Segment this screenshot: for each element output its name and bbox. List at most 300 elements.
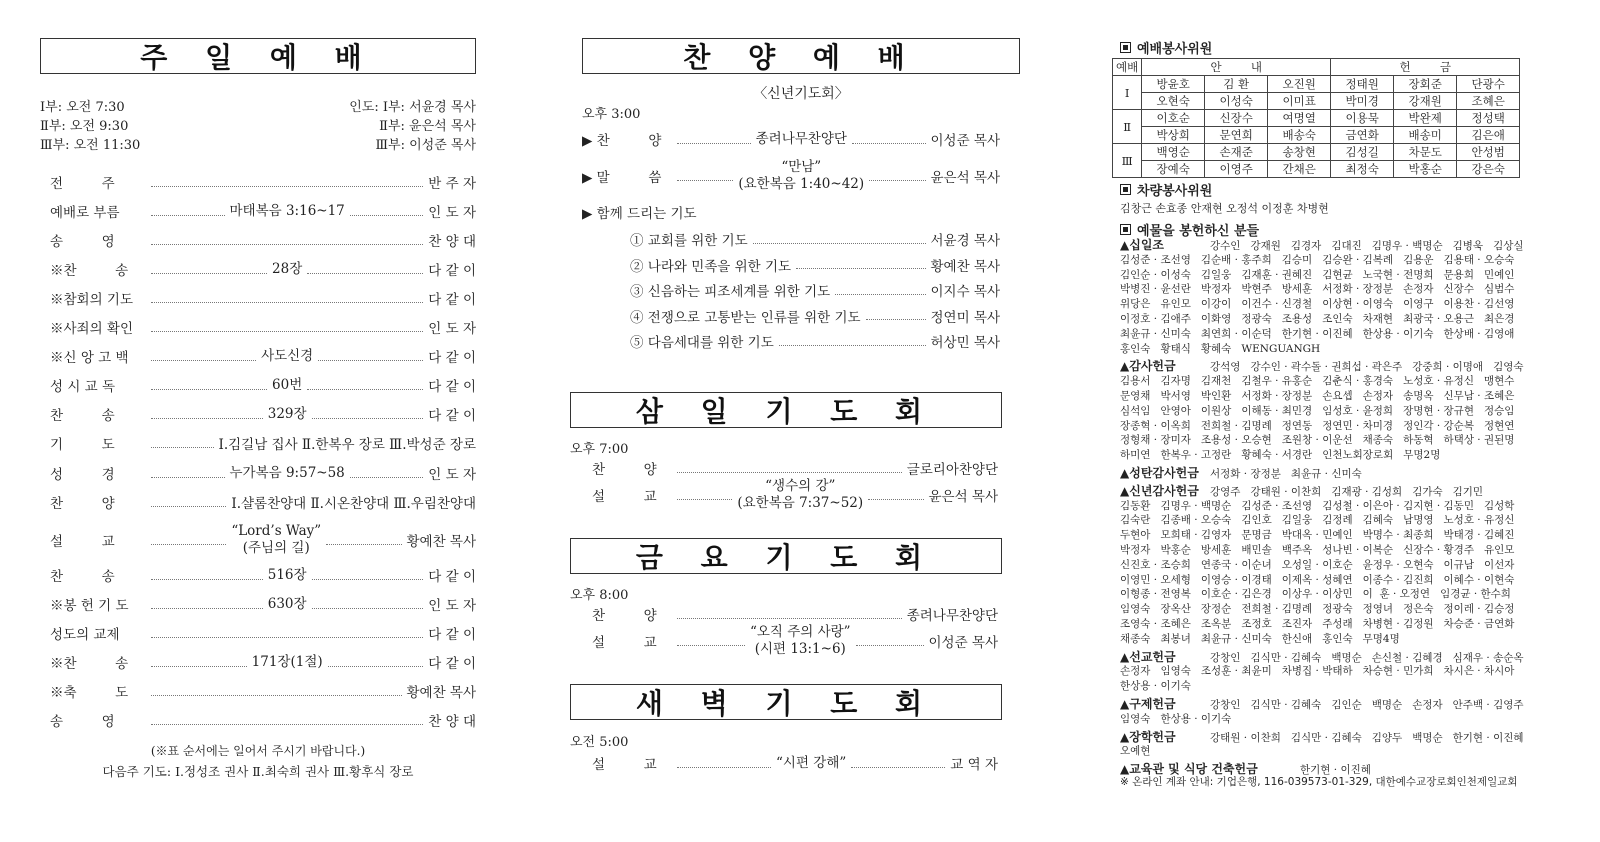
worship-item-label: 찬 송 xyxy=(50,408,115,424)
servers-row xyxy=(1113,161,1520,178)
offering-line xyxy=(1120,664,1570,679)
worship-item-label: 성 경 xyxy=(50,467,115,483)
offering-line xyxy=(1120,484,1570,500)
offering-line xyxy=(1120,602,1570,617)
offering-names: 박병진 · 윤선란 박정자 박현주 방세훈 서정화 · 장정분 손정자 신장수 심범수 xyxy=(1120,283,1515,296)
worship-item-label: 성도의 교제 xyxy=(50,627,120,643)
worship-item-value xyxy=(268,596,307,613)
prayer-item-performer: 정연미 목사 xyxy=(930,309,1000,326)
praise-item-performer: 윤은석 목사 xyxy=(930,170,1001,186)
dotted-leader xyxy=(753,243,926,244)
prayer-item-performer: 황예찬 목사 xyxy=(930,258,1000,275)
standing-note: (※표 순서에는 일어서 주시기 바랍니다.) xyxy=(150,744,366,758)
server-name: 차문도 xyxy=(1394,144,1457,161)
prayer-item-performer: 서윤경 목사 xyxy=(930,233,1000,249)
worship-item-row xyxy=(50,260,476,278)
dotted-leader xyxy=(677,499,732,500)
leader-1: 인도: Ⅰ부: 서윤경 목사 xyxy=(349,100,476,115)
server-name: 신장수 xyxy=(1205,110,1268,127)
worship-item-value xyxy=(272,377,302,394)
worship-item-row xyxy=(50,711,476,729)
server-name: 박상희 xyxy=(1142,127,1205,144)
worship-item-performer: Ⅰ.김길남 집사 Ⅱ.한복우 장로 Ⅲ.박성준 장로 xyxy=(218,437,476,453)
worship-item-label: ※참회의 기도 xyxy=(50,292,133,308)
offering-line xyxy=(1120,499,1570,514)
worship-item-performer: Ⅰ.샬롬찬양대 Ⅱ.시온찬양대 Ⅲ.우림찬양대 xyxy=(231,496,476,512)
server-name: 이영주 xyxy=(1205,161,1268,178)
servers-header-row xyxy=(1113,59,1520,76)
worship-item-row xyxy=(50,405,476,423)
worship-item-row xyxy=(50,653,476,671)
servers-heading xyxy=(1120,38,1212,57)
offering-line xyxy=(1120,543,1570,558)
praise-item-row xyxy=(582,158,1000,194)
dotted-leader xyxy=(350,477,424,478)
offering-category: ▲감사헌금 xyxy=(1120,359,1176,374)
square-bullet-icon xyxy=(1120,42,1131,53)
worship-item-performer: 다 같 이 xyxy=(428,379,477,395)
worship-item-value xyxy=(268,406,307,423)
server-name: 박미경 xyxy=(1331,93,1394,110)
dotted-leader xyxy=(852,143,926,144)
offering-line xyxy=(1120,268,1570,283)
dotted-leader xyxy=(151,637,423,638)
offering-names: 강영주 강태원 · 이찬희 김재광 · 김성희 김가숙 김기민 xyxy=(1210,485,1484,498)
praise-item-value xyxy=(738,159,864,193)
offering-names: 박정자 박홍순 방세훈 배민솔 백주옥 성나빈 · 이복순 신장수 · 황경주 유인모 xyxy=(1120,544,1515,556)
offering-names: 김인순 · 이성숙 김일웅 김재훈 · 권혜진 김현균 노국현 · 전명희 문용희 민예인 xyxy=(1120,268,1515,281)
offering-names: 김용서 김자명 김재천 김철우 · 유홍순 김춘식 · 홍경숙 노성호 · 유정신 맹현수 xyxy=(1120,375,1515,388)
praise-item-label: ▶ 찬 양 xyxy=(582,133,662,149)
offering-names: 오예현 xyxy=(1120,745,1151,758)
worship-item-performer: 인 도 자 xyxy=(428,467,477,483)
offering-names: 강태원 · 이찬희 김식만 · 김혜숙 김양두 백명순 한기현 · 이진혜 xyxy=(1210,731,1524,744)
prayer-item-performer: 허상민 목사 xyxy=(930,335,1000,351)
wednesday-prayer-title: 삼 일 기 도 회 xyxy=(570,392,1002,428)
prayer-item-label: ③ 신음하는 피조세계를 위한 기도 xyxy=(630,284,831,300)
worship-item-value-main: 60번 xyxy=(272,376,303,393)
worship-item-row xyxy=(50,289,476,307)
offering-line xyxy=(1120,528,1570,543)
prayer-item-row xyxy=(630,332,1000,350)
time-3: Ⅲ부: 오전 11:30 xyxy=(40,138,141,153)
worship-item-value xyxy=(230,203,345,220)
offering-names: 최윤규 · 신미숙 최연희 · 이순덕 한기현 · 이진혜 한상용 · 이기숙 한상배 · 김영애 xyxy=(1120,327,1515,340)
wednesday-item-value-main: “생수의 강” xyxy=(765,478,836,494)
dotted-leader xyxy=(779,345,926,346)
dotted-leader xyxy=(312,418,424,419)
leader-2: Ⅱ부: 윤은석 목사 xyxy=(379,119,476,134)
wednesday-item-row xyxy=(592,477,998,513)
server-name: 안성범 xyxy=(1457,144,1520,161)
time-1: Ⅰ부: 오전 7:30 xyxy=(40,100,125,115)
worship-item-label: ※찬 송 xyxy=(50,656,129,672)
offering-category: ▲성탄감사헌금 xyxy=(1120,466,1199,480)
server-name: 이미표 xyxy=(1268,93,1331,110)
dotted-leader xyxy=(151,695,402,696)
dotted-leader xyxy=(866,319,926,320)
offering-category: ▲선교헌금 xyxy=(1120,649,1176,664)
offering-line xyxy=(1120,253,1570,268)
dotted-leader xyxy=(856,645,924,646)
worship-item-row xyxy=(50,522,476,558)
dotted-leader xyxy=(151,244,423,245)
offering-names: 위당은 유인모 이강이 이건수 · 신경철 이상현 · 이영숙 이영구 이용찬 · 김선영 xyxy=(1120,298,1515,311)
worship-item-row xyxy=(50,231,476,249)
praise-time: 오후 3:00 xyxy=(582,107,641,122)
server-name: 배송미 xyxy=(1394,127,1457,144)
dotted-leader xyxy=(851,767,945,768)
dotted-leader xyxy=(151,331,423,332)
dotted-leader xyxy=(677,645,745,646)
prayer-item-label: ⑤ 다음세대를 위한 기도 xyxy=(630,335,774,351)
server-name: 최정숙 xyxy=(1331,161,1394,178)
dawn-prayer-title: 새 벽 기 도 회 xyxy=(570,684,1002,720)
dotted-leader xyxy=(677,767,771,768)
worship-item-performer: 인 도 자 xyxy=(428,598,476,614)
service-group-label: Ⅲ xyxy=(1113,144,1142,178)
offering-names: 이정호 · 김애주 이화영 정광숙 조용성 조인숙 차재현 최광국 · 오용근 최은경 xyxy=(1120,313,1515,325)
dotted-leader xyxy=(677,180,733,181)
worship-item-value-main: 마태복음 3:16~17 xyxy=(229,202,345,219)
worship-item-performer: 인 도 자 xyxy=(428,321,476,337)
friday-prayer-title: 금 요 기 도 회 xyxy=(570,538,1002,574)
offering-category: ▲십일조 xyxy=(1120,238,1165,252)
vehicle-heading xyxy=(1120,180,1212,199)
dotted-leader xyxy=(151,506,226,507)
server-name: 정성택 xyxy=(1457,110,1520,127)
worship-item-value-main: 누가복음 9:57~58 xyxy=(229,464,345,481)
offering-names: 김동환 김명우 · 백명순 김성준 · 조선영 김성철 · 이은아 · 김지현 · 김동민 김성학 xyxy=(1120,499,1515,512)
dawn-item-label: 설 교 xyxy=(592,757,657,773)
offering-names: 장종혁 · 이옥희 전희철 · 김명례 정연동 정연민 · 차미경 정인각 · 강순복 정현연 xyxy=(1120,419,1515,432)
worship-item-label: ※축 도 xyxy=(50,685,129,701)
server-name: 김성길 xyxy=(1331,144,1394,161)
offering-names: 채종숙 최봉녀 최윤규 · 신미숙 한신애 홍인숙 무명4명 xyxy=(1120,632,1400,645)
friday-item-value-sub: (시편 13:1~6) xyxy=(754,641,846,657)
sunday-service-title: 주 일 예 배 xyxy=(40,38,476,74)
friday-item-row xyxy=(592,605,998,623)
worship-item-value xyxy=(231,523,321,557)
praise-item-value xyxy=(756,131,847,148)
offering-names: 하미연 한복우 · 고정란 황혜숙 · 서경란 인천노회장로회 무명2명 xyxy=(1120,449,1441,462)
offering-line xyxy=(1120,697,1570,713)
offering-line xyxy=(1120,712,1570,727)
worship-item-label: ※신 앙 고 백 xyxy=(50,350,129,366)
worship-item-performer: 다 같 이 xyxy=(428,408,476,424)
worship-item-label: 전 주 xyxy=(50,176,115,192)
server-name: 방윤호 xyxy=(1142,76,1205,93)
dotted-leader xyxy=(350,215,424,216)
header-offering: 헌 금 xyxy=(1331,59,1520,76)
offering-line xyxy=(1120,730,1570,746)
worship-item-value xyxy=(230,465,345,482)
server-name: 김 환 xyxy=(1205,76,1268,93)
worship-item-row xyxy=(50,376,476,394)
friday-item-label: 찬 양 xyxy=(592,608,657,624)
offering-line xyxy=(1120,404,1570,419)
offering-names: 강창인 김식만 · 김혜숙 김인순 백명순 손정자 안주백 · 김영주 xyxy=(1210,699,1524,711)
prayer-item-label: ④ 전쟁으로 고통받는 인류를 위한 기도 xyxy=(630,309,861,326)
worship-item-row xyxy=(50,173,476,191)
wednesday-item-label: 찬 양 xyxy=(592,462,657,478)
dotted-leader xyxy=(318,360,423,361)
dotted-leader xyxy=(796,268,925,269)
worship-item-performer: 인 도 자 xyxy=(428,205,477,221)
service-leaders xyxy=(349,98,476,155)
offering-category: ▲구제헌금 xyxy=(1120,697,1176,711)
worship-item-row xyxy=(50,318,476,336)
server-name: 오현숙 xyxy=(1142,93,1205,110)
servers-row xyxy=(1113,110,1520,127)
offering-line xyxy=(1120,573,1570,588)
servers-table xyxy=(1112,58,1520,178)
friday-item-value-main: “오직 주의 사랑” xyxy=(749,624,851,640)
worship-item-label: 설 교 xyxy=(50,534,115,550)
offering-names: 임영숙 장옥산 장정순 전희철 · 김명례 정광숙 정영녀 정은숙 정이레 · 김승정 xyxy=(1120,603,1515,616)
prayer-item-row xyxy=(630,307,1000,325)
worship-item-label: 성 시 교 독 xyxy=(50,379,116,395)
server-name: 강재원 xyxy=(1394,93,1457,110)
server-name: 문연희 xyxy=(1205,127,1268,144)
prayer-item-label: ② 나라와 민족을 위한 기도 xyxy=(630,258,792,275)
worship-item-value-main: 사도신경 xyxy=(261,347,314,364)
offering-line xyxy=(1120,587,1570,602)
server-name: 손재준 xyxy=(1205,144,1268,161)
offering-category: ▲교육관 및 식당 건축헌금 xyxy=(1120,762,1258,777)
praise-item-label: ▶ 말 씀 xyxy=(582,170,662,186)
worship-item-row xyxy=(50,566,476,584)
worship-item-label: 기 도 xyxy=(50,437,115,453)
wednesday-item-value-sub: (요한복음 7:37~52) xyxy=(737,495,864,511)
worship-item-performer: 황예찬 목사 xyxy=(406,534,477,550)
server-name: 정태원 xyxy=(1331,76,1394,93)
server-name: 이성숙 xyxy=(1205,93,1268,110)
praise-item-value-main: “만남” xyxy=(781,159,822,175)
dotted-leader xyxy=(151,724,423,725)
offering-line xyxy=(1120,327,1570,342)
offering-names: 한기현 · 이진혜 xyxy=(1300,764,1371,777)
offering-names: 문영채 박서영 박인환 서정화 · 장정분 손요셉 손정자 송명옥 신무남 · 조혜은 xyxy=(1120,390,1515,402)
offering-names: 손정자 임영숙 조성훈 · 최윤미 차병집 · 박태하 차승현 · 민가희 차시은 · 차시아 xyxy=(1120,665,1515,678)
server-name: 간채은 xyxy=(1268,161,1331,178)
praise-item-performer: 이성준 목사 xyxy=(930,133,1001,149)
vehicle-names: 김창근 손효종 안재현 오정석 이정훈 차병현 xyxy=(1120,202,1329,215)
worship-item-performer: 다 같 이 xyxy=(428,656,477,672)
worship-item-performer: 찬 양 대 xyxy=(428,234,476,250)
worship-item-performer: 다 같 이 xyxy=(428,350,477,366)
dotted-leader xyxy=(151,579,263,580)
offering-names: 한상용 · 이기숙 xyxy=(1120,680,1191,693)
square-bullet-icon xyxy=(1120,224,1131,235)
offering-line xyxy=(1120,342,1570,357)
header-service: 예배 xyxy=(1113,59,1142,76)
offering-line xyxy=(1120,389,1570,404)
worship-item-value-main: 171장(1절) xyxy=(251,653,323,670)
dotted-leader xyxy=(328,666,424,667)
offering-line xyxy=(1120,617,1570,632)
offering-names: 홍인숙 황태식 황혜숙 WENGUANGH xyxy=(1120,342,1321,355)
vehicle-heading-text: 차량봉사위원 xyxy=(1137,184,1213,199)
offering-line xyxy=(1120,448,1570,463)
dotted-leader xyxy=(151,447,214,448)
dotted-leader xyxy=(677,618,902,619)
service-group-label: Ⅰ xyxy=(1113,76,1142,110)
wednesday-item-row xyxy=(592,459,998,477)
offering-names: 조영숙 · 조혜은 조옥분 조정호 조진자 주성래 차병현 · 김정원 차승준 · 금연화 xyxy=(1120,618,1515,630)
dotted-leader xyxy=(151,360,256,361)
server-name: 장예숙 xyxy=(1142,161,1205,178)
worship-item-value xyxy=(261,348,313,365)
server-name: 조혜은 xyxy=(1457,93,1520,110)
worship-item-performer: 반 주 자 xyxy=(428,176,476,192)
offering-names: 강창인 김식만 · 김혜숙 백명순 손신철 · 김혜경 심재우 · 송순옥 xyxy=(1210,651,1524,664)
service-group-label: Ⅱ xyxy=(1113,110,1142,144)
server-name: 장회준 xyxy=(1394,76,1457,93)
prayer-heading: ▶ 함께 드리는 기도 xyxy=(582,206,697,222)
dotted-leader xyxy=(307,389,423,390)
dawn-time: 오전 5:00 xyxy=(570,735,629,750)
prayer-item-performer: 이지수 목사 xyxy=(930,284,1000,300)
offering-line xyxy=(1120,513,1570,528)
offering-line xyxy=(1120,558,1570,573)
offering-names: 강석영 강수인 · 곽수돌 · 권희섭 · 곽은주 강중희 · 이명애 김영숙 xyxy=(1210,361,1524,374)
worship-item-row xyxy=(50,434,476,452)
server-name: 백영순 xyxy=(1142,144,1205,161)
time-2: Ⅱ부: 오전 9:30 xyxy=(40,119,129,134)
server-name: 박완제 xyxy=(1394,110,1457,127)
service-times xyxy=(40,98,140,155)
worship-item-label: 예배로 부름 xyxy=(50,205,120,221)
dotted-leader xyxy=(151,215,225,216)
prayer-item-label: ① 교회를 위한 기도 xyxy=(630,233,748,249)
servers-heading-text: 예배봉사위원 xyxy=(1137,42,1213,57)
wednesday-item-label: 설 교 xyxy=(592,489,657,505)
dotted-leader xyxy=(307,273,423,274)
dotted-leader xyxy=(151,666,247,667)
dawn-item-value-main: “시편 강해” xyxy=(776,754,847,771)
worship-item-label: 찬 송 xyxy=(50,569,115,585)
worship-item-value-main: “Lord’s Way” xyxy=(231,523,322,539)
server-name: 금연화 xyxy=(1331,127,1394,144)
praise-item-value-main: 종려나무찬양단 xyxy=(755,130,847,147)
servers-row xyxy=(1113,93,1520,110)
wednesday-item-value xyxy=(737,478,863,512)
servers-row xyxy=(1113,144,1520,161)
next-week-prayer: 다음주 기도: Ⅰ.정성조 권사 Ⅱ.최숙희 권사 Ⅲ.황후식 장로 xyxy=(102,764,414,779)
dotted-leader xyxy=(326,544,401,545)
prayer-item-row xyxy=(630,256,1000,274)
header-usher: 안 내 xyxy=(1142,59,1331,76)
worship-item-value xyxy=(268,567,307,584)
dotted-leader xyxy=(151,418,263,419)
server-name: 강은숙 xyxy=(1457,161,1520,178)
dotted-leader xyxy=(151,389,267,390)
server-name: 이호순 xyxy=(1142,110,1205,127)
server-name: 오진원 xyxy=(1268,76,1331,93)
dotted-leader xyxy=(677,143,751,144)
praise-item-row xyxy=(582,130,1000,148)
offering-line xyxy=(1120,632,1570,647)
worship-item-performer: 다 같 이 xyxy=(428,263,477,279)
worship-item-label: 송 영 xyxy=(50,234,115,250)
worship-item-value-main: 516장 xyxy=(267,566,307,583)
offering-line xyxy=(1120,374,1570,389)
dotted-leader xyxy=(312,579,424,580)
offering-line xyxy=(1120,650,1570,666)
dotted-leader xyxy=(312,608,424,609)
wednesday-item-performer: 윤은석 목사 xyxy=(928,489,999,505)
offering-line xyxy=(1120,238,1570,254)
offering-line xyxy=(1120,433,1570,448)
worship-item-performer: 다 같 이 xyxy=(428,627,476,643)
offering-names: 두현아 모희태 · 김영자 문명금 박대옥 · 민예인 박명수 · 최종희 박태경 · 김혜진 xyxy=(1120,529,1515,542)
server-name: 김은애 xyxy=(1457,127,1520,144)
offering-line xyxy=(1120,466,1570,482)
friday-item-performer: 이성준 목사 xyxy=(928,635,999,651)
friday-item-value xyxy=(750,624,851,658)
friday-time: 오후 8:00 xyxy=(570,588,629,603)
dawn-item-value xyxy=(776,755,846,772)
worship-item-value-main: 28장 xyxy=(272,260,303,277)
server-name: 단광수 xyxy=(1457,76,1520,93)
worship-item-label: 찬 양 xyxy=(50,496,115,512)
worship-item-value xyxy=(272,261,302,278)
offering-names: 김숙란 김종배 · 오승숙 김인호 김일웅 김정례 김혜숙 남명영 노성호 · 유정신 xyxy=(1120,514,1515,527)
worship-item-label: ※봉 헌 기 도 xyxy=(50,598,129,614)
offering-names: 이영민 · 오세형 이영승 · 이경태 이제옥 · 성혜연 이종수 · 김진희 이혜수 · 이현숙 xyxy=(1120,573,1515,586)
offering-line xyxy=(1120,419,1570,434)
worship-item-row xyxy=(50,682,476,700)
dotted-leader xyxy=(868,499,923,500)
friday-item-row xyxy=(592,623,998,659)
dawn-item-row xyxy=(592,754,998,772)
offering-line xyxy=(1120,312,1570,327)
offering-line xyxy=(1120,282,1570,297)
offering-names: 강수인 강재원 김경자 김대진 김명우 · 백명순 김병욱 김상실 xyxy=(1210,240,1524,252)
offering-names: 서정화 · 장정분 최윤규 · 신미숙 xyxy=(1210,468,1362,480)
wednesday-time: 오후 7:00 xyxy=(570,442,629,457)
worship-item-row xyxy=(50,624,476,642)
offerings-heading xyxy=(1120,220,1259,239)
dotted-leader xyxy=(677,472,902,473)
worship-item-value xyxy=(252,654,323,671)
worship-item-value-main: 630장 xyxy=(267,595,307,612)
worship-item-row xyxy=(50,595,476,613)
dawn-item-performer: 교 역 자 xyxy=(950,757,999,773)
offering-names: 심석임 안영아 이원상 이해동 · 최민경 임성호 · 윤정희 장명현 · 장규현 정승임 xyxy=(1120,404,1515,417)
worship-item-label: 송 영 xyxy=(50,714,115,730)
friday-item-performer: 종려나무찬양단 xyxy=(906,608,998,624)
offering-names: 임영숙 한상용 · 이기숙 xyxy=(1120,712,1232,725)
offerings-heading-text: 예물을 봉헌하신 분들 xyxy=(1137,224,1260,239)
wednesday-item-performer: 글로리아찬양단 xyxy=(906,462,998,478)
prayer-item-row xyxy=(630,230,1000,248)
dotted-leader xyxy=(151,544,226,545)
server-name: 송창현 xyxy=(1268,144,1331,161)
servers-row xyxy=(1113,76,1520,93)
dotted-leader xyxy=(869,180,925,181)
dotted-leader xyxy=(151,273,267,274)
dotted-leader xyxy=(151,477,225,478)
offering-names: 이형종 · 전영복 이호순 · 김은경 이상우 · 이상민 이 훈 · 오정연 임경균 · 한수희 xyxy=(1120,588,1511,601)
dotted-leader xyxy=(835,294,925,295)
worship-item-performer: 다 같 이 xyxy=(428,569,476,585)
offering-names: 신진호 · 조승희 연종국 · 이순녀 오성일 · 이호순 윤정우 · 오현숙 이규남 이선자 xyxy=(1120,558,1515,571)
offering-names: 김성준 · 조선영 김순배 · 홍주희 김승미 김승완 · 김복례 김용운 김용태 · 오승숙 xyxy=(1120,253,1515,266)
worship-item-performer: 찬 양 대 xyxy=(428,714,476,730)
worship-item-label: ※사죄의 확인 xyxy=(50,321,133,337)
